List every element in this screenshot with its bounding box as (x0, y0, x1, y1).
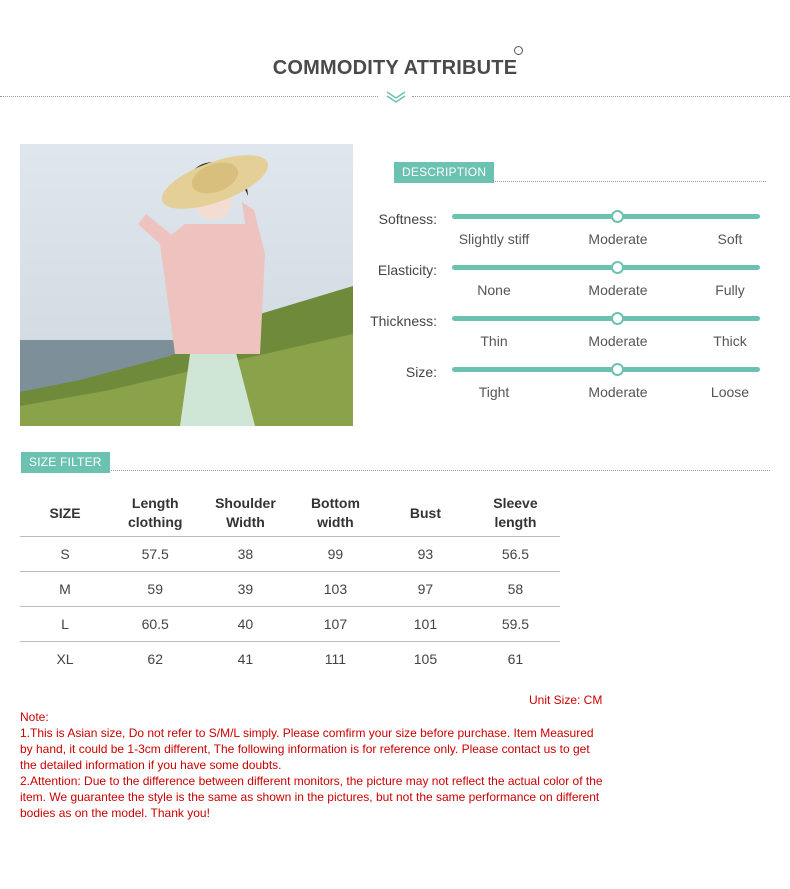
table-row (20, 572, 560, 607)
table-cell: 60.5 (110, 607, 200, 642)
table-cell: 39 (200, 572, 290, 607)
table-cell: L (20, 607, 110, 642)
table-cell: XL (20, 642, 110, 677)
size-filter-divider (109, 470, 770, 471)
table-cell: 111 (290, 642, 380, 677)
elasticity-option: Fully (715, 282, 745, 298)
table-cell: 57.5 (110, 537, 200, 572)
product-photo (20, 144, 353, 426)
notes-block (20, 709, 605, 821)
table-cell: 59.5 (470, 607, 560, 642)
column-header: Bottom width (310, 495, 360, 530)
softness-option: Soft (717, 231, 743, 247)
table-cell: 97 (380, 572, 470, 607)
table-cell: 59 (110, 572, 200, 607)
elasticity-slider-knob (611, 261, 624, 274)
size-option: Moderate (588, 384, 648, 400)
table-cell: 61 (470, 642, 560, 677)
table-cell: 107 (290, 607, 380, 642)
column-header: Length clothing (128, 495, 183, 530)
column-header: SIZE (49, 504, 81, 521)
softness-option: Moderate (588, 231, 648, 247)
attr-label-elasticity: Elasticity: (377, 262, 437, 278)
attr-label-softness: Softness: (378, 211, 437, 227)
table-row (20, 607, 560, 642)
softness-slider-knob (611, 210, 624, 223)
size-table (20, 490, 560, 676)
softness-slider (452, 214, 760, 219)
table-cell: 62 (110, 642, 200, 677)
size-slider-knob (611, 363, 624, 376)
table-cell: 101 (380, 607, 470, 642)
size-filter-tag: SIZE FILTER (21, 452, 110, 473)
thickness-option: Thick (713, 333, 747, 349)
header-divider-right (412, 96, 790, 97)
table-cell: 41 (200, 642, 290, 677)
column-header: Sleeve length (493, 495, 538, 530)
column-header: Shoulder Width (215, 495, 276, 530)
description-divider (493, 181, 766, 182)
note-item: 1.This is Asian size, Do not refer to S/M/L simply. Please comfirm your size before purchase. Item Measured by hand, it could be 1-3cm different, The following information is for reference only. Please contact us to get the detailed information if you have some doubts. (20, 726, 594, 772)
thickness-slider (452, 316, 760, 321)
softness-option: Slightly stiff (458, 231, 530, 247)
degree-circle-icon (514, 46, 523, 55)
table-row (20, 537, 560, 572)
table-cell: S (20, 537, 110, 572)
thickness-slider-knob (611, 312, 624, 325)
table-cell: 103 (290, 572, 380, 607)
unit-size-label: Unit Size: CM (529, 693, 603, 707)
size-option: Tight (478, 384, 510, 400)
page-title: COMMODITY ATTRIBUTE (272, 57, 518, 79)
table-cell: 56.5 (470, 537, 560, 572)
table-cell: 40 (200, 607, 290, 642)
table-row (20, 642, 560, 677)
thickness-option: Moderate (588, 333, 648, 349)
description-tag: DESCRIPTION (394, 162, 494, 183)
elasticity-option: Moderate (588, 282, 648, 298)
note-heading: Note: (20, 710, 49, 724)
elasticity-option: None (477, 282, 511, 298)
table-cell: 105 (380, 642, 470, 677)
table-cell: 93 (380, 537, 470, 572)
elasticity-slider (452, 265, 760, 270)
header-divider-left (0, 96, 378, 97)
table-cell: M (20, 572, 110, 607)
attr-label-size: Size: (405, 364, 437, 380)
attr-label-thickness: Thickness: (370, 313, 437, 329)
double-chevron-down-icon (386, 90, 406, 104)
size-option: Loose (710, 384, 750, 400)
table-cell: 38 (200, 537, 290, 572)
column-header: Bust (409, 504, 441, 521)
size-table-header-row (20, 490, 560, 537)
size-slider (452, 367, 760, 372)
table-cell: 58 (470, 572, 560, 607)
table-cell: 99 (290, 537, 380, 572)
thickness-option: Thin (480, 333, 508, 349)
note-item: 2.Attention: Due to the difference between different monitors, the picture may not reflect the actual color of the item. We guarantee the style is the same as shown in the pictures, but not the same performance on different bodies as on the model. Thank you! (20, 774, 603, 820)
